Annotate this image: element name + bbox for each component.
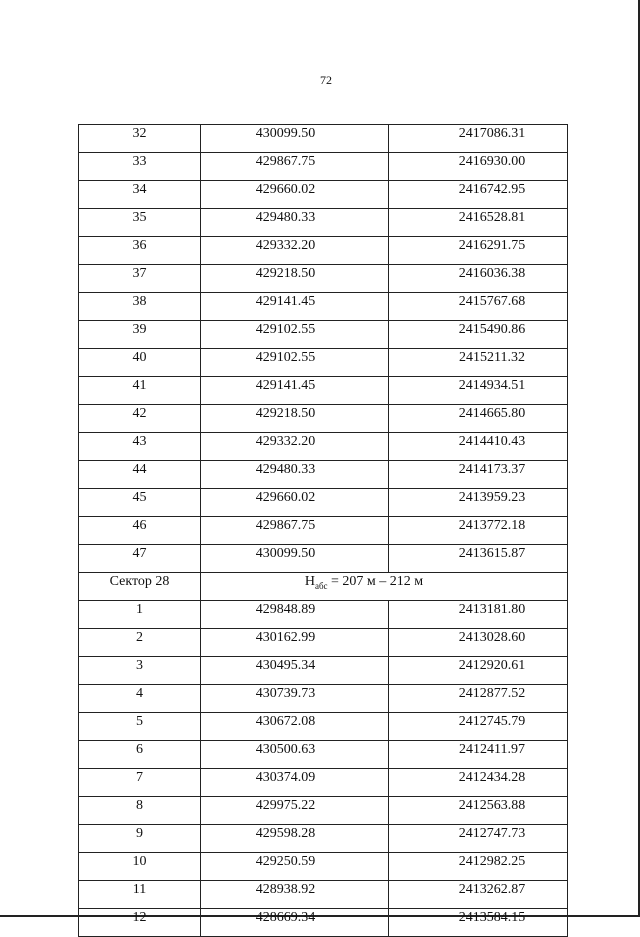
- x-coordinate-cell: 428938.92: [201, 881, 389, 909]
- x-coordinate-cell: 429848.89: [201, 601, 389, 629]
- x-coordinate-cell: 429660.02: [201, 181, 389, 209]
- x-coordinate-cell: 430495.34: [201, 657, 389, 685]
- y-coordinate-cell: 2412747.73: [389, 825, 568, 853]
- table-row: [79, 797, 568, 825]
- x-coordinate-cell: 430739.73: [201, 685, 389, 713]
- point-number-cell: 33: [79, 153, 201, 181]
- point-number-cell: 9: [79, 825, 201, 853]
- y-coordinate-cell: 2413772.18: [389, 517, 568, 545]
- table-row: [79, 237, 568, 265]
- table-row: [79, 321, 568, 349]
- point-number-cell: 42: [79, 405, 201, 433]
- y-coordinate-cell: 2413615.87: [389, 545, 568, 573]
- point-number-cell: 36: [79, 237, 201, 265]
- point-number-cell: 6: [79, 741, 201, 769]
- y-coordinate-cell: 2412745.79: [389, 713, 568, 741]
- y-coordinate-cell: 2412563.88: [389, 797, 568, 825]
- point-number-cell: 40: [79, 349, 201, 377]
- x-coordinate-cell: 429141.45: [201, 377, 389, 405]
- page-number: 72: [320, 73, 332, 87]
- x-coordinate-cell: 429218.50: [201, 405, 389, 433]
- y-coordinate-cell: 2412920.61: [389, 657, 568, 685]
- table-row: [79, 153, 568, 181]
- point-number-cell: 4: [79, 685, 201, 713]
- table-row: [79, 349, 568, 377]
- point-number-cell: 39: [79, 321, 201, 349]
- point-number-cell: 37: [79, 265, 201, 293]
- table-row: [79, 377, 568, 405]
- x-coordinate-cell: 429332.20: [201, 237, 389, 265]
- point-number-cell: 43: [79, 433, 201, 461]
- sector-height: [201, 573, 568, 601]
- x-coordinate-cell: 429102.55: [201, 321, 389, 349]
- table-row: [79, 125, 568, 153]
- x-coordinate-cell: 429102.55: [201, 349, 389, 377]
- y-coordinate-cell: 2416036.38: [389, 265, 568, 293]
- y-coordinate-cell: 2413959.23: [389, 489, 568, 517]
- y-coordinate-cell: 2413028.60: [389, 629, 568, 657]
- table-row: [79, 545, 568, 573]
- x-coordinate-cell: 429867.75: [201, 517, 389, 545]
- y-coordinate-cell: 2413584.15: [389, 909, 568, 937]
- x-coordinate-cell: 430500.63: [201, 741, 389, 769]
- point-number-cell: 3: [79, 657, 201, 685]
- point-number-cell: 44: [79, 461, 201, 489]
- height-symbol: H: [304, 574, 315, 589]
- table-row: [79, 293, 568, 321]
- y-coordinate-cell: 2416930.00: [389, 153, 568, 181]
- sector-row: [79, 573, 568, 601]
- sector-header: [79, 573, 568, 601]
- point-number-cell: 2: [79, 629, 201, 657]
- table-row: [79, 265, 568, 293]
- x-coordinate-cell: 430374.09: [201, 769, 389, 797]
- y-coordinate-cell: 2415211.32: [389, 349, 568, 377]
- coordinates-rows-upper: [79, 125, 568, 573]
- table-row: [79, 713, 568, 741]
- table-row: [79, 657, 568, 685]
- x-coordinate-cell: 430099.50: [201, 125, 389, 153]
- point-number-cell: 12: [79, 909, 201, 937]
- point-number-cell: 32: [79, 125, 201, 153]
- y-coordinate-cell: 2414173.37: [389, 461, 568, 489]
- sector-label: Сектор 28: [79, 573, 201, 601]
- x-coordinate-cell: 429480.33: [201, 209, 389, 237]
- x-coordinate-cell: 429975.22: [201, 797, 389, 825]
- x-coordinate-cell: 430162.99: [201, 629, 389, 657]
- x-coordinate-cell: 429218.50: [201, 265, 389, 293]
- point-number-cell: 8: [79, 797, 201, 825]
- point-number-cell: 38: [79, 293, 201, 321]
- y-coordinate-cell: 2414934.51: [389, 377, 568, 405]
- coordinates-table: [78, 124, 568, 937]
- y-coordinate-cell: 2412877.52: [389, 685, 568, 713]
- table-row: [79, 881, 568, 909]
- table-row: [79, 685, 568, 713]
- point-number-cell: 41: [79, 377, 201, 405]
- x-coordinate-cell: 430672.08: [201, 713, 389, 741]
- y-coordinate-cell: 2415767.68: [389, 293, 568, 321]
- table-row: [79, 853, 568, 881]
- point-number-cell: 5: [79, 713, 201, 741]
- y-coordinate-cell: 2412982.25: [389, 853, 568, 881]
- y-coordinate-cell: 2414410.43: [389, 433, 568, 461]
- point-number-cell: 45: [79, 489, 201, 517]
- table-row: [79, 601, 568, 629]
- table-row: [79, 517, 568, 545]
- table-row: [79, 769, 568, 797]
- table-row: [79, 909, 568, 937]
- table-row: [79, 433, 568, 461]
- x-coordinate-cell: 429660.02: [201, 489, 389, 517]
- height-subscript: абс: [314, 580, 328, 591]
- x-coordinate-cell: 429598.28: [201, 825, 389, 853]
- point-number-cell: 10: [79, 853, 201, 881]
- x-coordinate-cell: 429867.75: [201, 153, 389, 181]
- point-number-cell: 1: [79, 601, 201, 629]
- y-coordinate-cell: 2415490.86: [389, 321, 568, 349]
- point-number-cell: 34: [79, 181, 201, 209]
- coordinates-table-wrapper: [78, 124, 566, 937]
- x-coordinate-cell: 429141.45: [201, 293, 389, 321]
- point-number-cell: 11: [79, 881, 201, 909]
- point-number-cell: 7: [79, 769, 201, 797]
- point-number-cell: 47: [79, 545, 201, 573]
- y-coordinate-cell: 2417086.31: [389, 125, 568, 153]
- table-row: [79, 825, 568, 853]
- y-coordinate-cell: 2412434.28: [389, 769, 568, 797]
- x-coordinate-cell: 430099.50: [201, 545, 389, 573]
- table-row: [79, 741, 568, 769]
- point-number-cell: 35: [79, 209, 201, 237]
- coordinates-rows-lower: [79, 601, 568, 937]
- point-number-cell: 46: [79, 517, 201, 545]
- table-row: [79, 489, 568, 517]
- x-coordinate-cell: 429250.59: [201, 853, 389, 881]
- y-coordinate-cell: 2414665.80: [389, 405, 568, 433]
- table-row: [79, 405, 568, 433]
- table-row: [79, 629, 568, 657]
- y-coordinate-cell: 2413262.87: [389, 881, 568, 909]
- table-row: [79, 461, 568, 489]
- table-row: [79, 181, 568, 209]
- y-coordinate-cell: 2413181.80: [389, 601, 568, 629]
- x-coordinate-cell: 429480.33: [201, 461, 389, 489]
- x-coordinate-cell: 428669.34: [201, 909, 389, 937]
- height-range: = 207 м – 212 м: [327, 574, 424, 589]
- y-coordinate-cell: 2416742.95: [389, 181, 568, 209]
- y-coordinate-cell: 2416528.81: [389, 209, 568, 237]
- x-coordinate-cell: 429332.20: [201, 433, 389, 461]
- y-coordinate-cell: 2416291.75: [389, 237, 568, 265]
- y-coordinate-cell: 2412411.97: [389, 741, 568, 769]
- table-row: [79, 209, 568, 237]
